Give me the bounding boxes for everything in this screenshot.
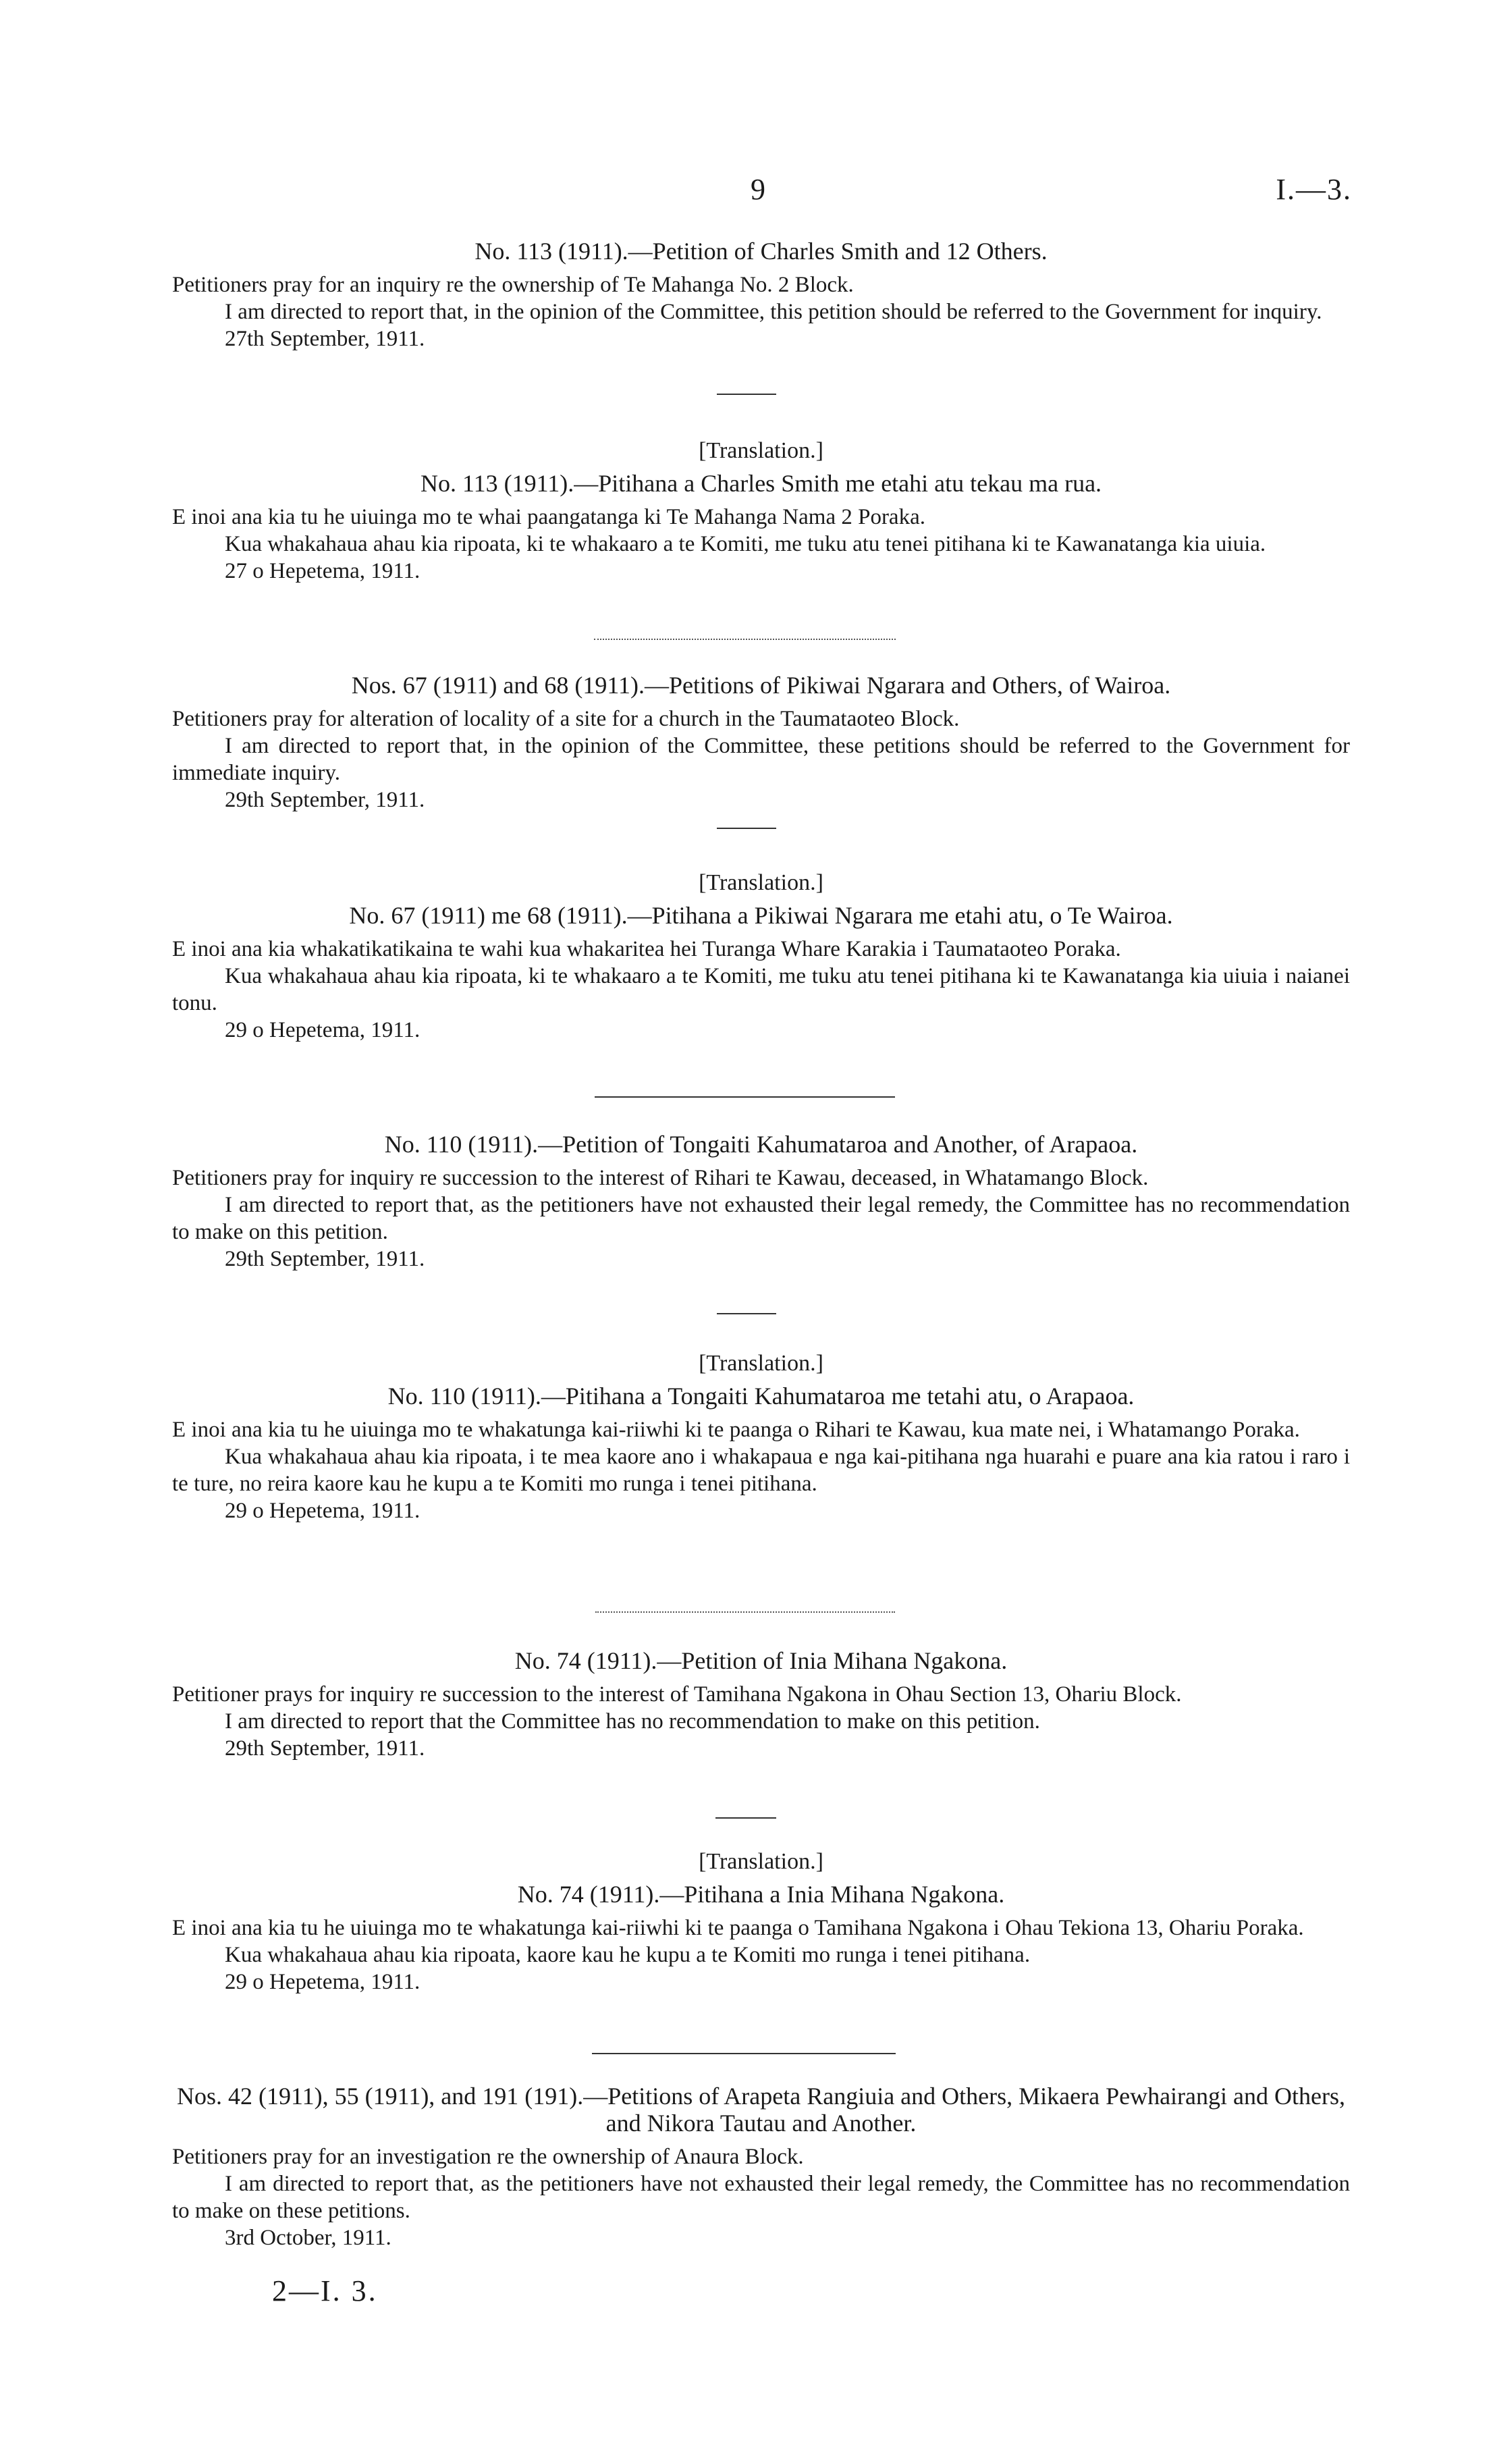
- section-divider: [592, 2053, 896, 2054]
- translation-label: [Translation.]: [699, 1351, 823, 1376]
- petition-title: No. 110 (1911).—Petition of Tongaiti Kahumataroa and Another, of Arapaoa.: [384, 1131, 1138, 1158]
- section-divider: [595, 1611, 895, 1613]
- section-divider: [717, 1313, 776, 1314]
- report-paragraph: Kua whakahaua ahau kia ripoata, ki te whakaaro a te Komiti, me tuku atu tenei pitihana ki te Kawanatanga kia uiuia i naianei tonu.: [172, 964, 1350, 1015]
- page-number: 9: [751, 173, 765, 206]
- translation-entry: [172, 1350, 1350, 1524]
- report-paragraph: I am directed to report that, in the opinion of the Committee, this petition should be referred to the Government for inquiry.: [225, 300, 1322, 324]
- prayer-paragraph: Petitioners pray for an investigation re the ownership of Anaura Block.: [172, 2145, 804, 2169]
- date-line: 3rd October, 1911.: [225, 2226, 391, 2250]
- paper-reference: I.—3.: [1276, 173, 1352, 206]
- date-line: 29 o Hepetema, 1911.: [225, 1970, 421, 1994]
- section-divider: [595, 1096, 895, 1098]
- petition-title: No. 113 (1911).—Pitihana a Charles Smith me etahi atu tekau ma rua.: [420, 470, 1102, 497]
- petition-title: No. 113 (1911).—Petition of Charles Smith and 12 Others.: [475, 238, 1048, 265]
- translation-entry: [172, 1848, 1350, 1996]
- prayer-paragraph: Petitioners pray for inquiry re succession to the interest of Rihari te Kawau, deceased, in Whatamango Block.: [172, 1166, 1149, 1190]
- petition-entry: [172, 2083, 1350, 2251]
- prayer-paragraph: Petitioner prays for inquiry re succession to the interest of Tamihana Ngakona in Ohau Section 13, Ohariu Block.: [172, 1682, 1182, 1707]
- translation-label: [Translation.]: [699, 870, 823, 895]
- translation-entry: [172, 869, 1350, 1044]
- date-line: 29th September, 1911.: [225, 788, 425, 812]
- section-divider: [594, 639, 896, 640]
- prayer-paragraph: E inoi ana kia tu he uiuinga mo te whakatunga kai-riiwhi ki te paanga o Tamihana Ngakona i Ohau Tekiona 13, Ohariu Poraka.: [172, 1916, 1304, 1940]
- date-line: 27th September, 1911.: [225, 327, 425, 351]
- section-divider: [717, 394, 776, 395]
- petition-title: No. 74 (1911).—Petition of Inia Mihana Ngakona.: [514, 1647, 1008, 1674]
- date-line: 29th September, 1911.: [225, 1736, 425, 1761]
- petition-title: No. 110 (1911).—Pitihana a Tongaiti Kahumataroa me tetahi atu, o Arapaoa.: [387, 1383, 1135, 1410]
- petition-title: No. 74 (1911).—Pitihana a Inia Mihana Ngakona.: [517, 1881, 1005, 1908]
- prayer-paragraph: Petitioners pray for an inquiry re the ownership of Te Mahanga No. 2 Block.: [172, 273, 854, 297]
- date-line: 29 o Hepetema, 1911.: [225, 1499, 421, 1523]
- translation-entry: [172, 437, 1350, 585]
- prayer-paragraph: Petitioners pray for alteration of locality of a site for a church in the Taumataoteo Block.: [172, 707, 960, 731]
- date-line: 29 o Hepetema, 1911.: [225, 1018, 421, 1042]
- report-paragraph: I am directed to report that, as the petitioners have not exhausted their legal remedy, the Committee has no recommendation to make on these petitions.: [172, 2172, 1350, 2223]
- date-line: 27 o Hepetema, 1911.: [225, 559, 421, 583]
- report-paragraph: I am directed to report that the Committee has no recommendation to make on this petition.: [225, 1709, 1040, 1734]
- sheet-signature: 2—I. 3.: [272, 2274, 378, 2307]
- petition-entry: [172, 1647, 1350, 1762]
- petition-title: Nos. 67 (1911) and 68 (1911).—Petitions of Pikiwai Ngarara and Others, of Wairoa.: [351, 672, 1171, 699]
- petition-entry: [172, 672, 1350, 813]
- petition-entry: [172, 1131, 1350, 1273]
- prayer-paragraph: E inoi ana kia whakatikatikaina te wahi kua whakaritea hei Turanga Whare Karakia i Taumataoteo Poraka.: [172, 937, 1121, 961]
- petition-title: No. 67 (1911) me 68 (1911).—Pitihana a Pikiwai Ngarara me etahi atu, o Te Wairoa.: [349, 902, 1173, 929]
- report-paragraph: I am directed to report that, as the petitioners have not exhausted their legal remedy, the Committee has no recommendation to make on this petition.: [172, 1193, 1350, 1244]
- prayer-paragraph: E inoi ana kia tu he uiuinga mo te whai paangatanga ki Te Mahanga Nama 2 Poraka.: [172, 505, 925, 529]
- date-line: 29th September, 1911.: [225, 1247, 425, 1271]
- report-paragraph: Kua whakahaua ahau kia ripoata, ki te whakaaro a te Komiti, me tuku atu tenei pitihana ki te Kawanatanga kia uiuia.: [225, 532, 1266, 556]
- petition-entry: [172, 238, 1350, 352]
- translation-label: [Translation.]: [699, 1849, 823, 1874]
- translation-label: [Translation.]: [699, 438, 823, 463]
- section-divider: [717, 828, 776, 829]
- report-paragraph: Kua whakahaua ahau kia ripoata, kaore kau he kupu a te Komiti mo runga i tenei pitihana.: [225, 1943, 1031, 1967]
- prayer-paragraph: E inoi ana kia tu he uiuinga mo te whakatunga kai-riiwhi ki te paanga o Rihari te Kawau, kua mate nei, i Whatamango Poraka.: [172, 1418, 1300, 1442]
- petition-title: Nos. 42 (1911), 55 (1911), and 191 (191).—Petitions of Arapeta Rangiuia and Others, Mikaera Pewhairangi and Others, and Nikora Tautau and Another.: [177, 2083, 1345, 2137]
- section-divider: [715, 1817, 776, 1819]
- report-paragraph: Kua whakahaua ahau kia ripoata, i te mea kaore ano i whakapaua e nga kai-pitihana nga huarahi e puare ana kia ratou i raro i te ture, no reira kaore kau he kupu a te Komiti mo runga i tenei pitihana.: [172, 1445, 1350, 1496]
- report-paragraph: I am directed to report that, in the opinion of the Committee, these petitions should be referred to the Government for immediate inquiry.: [172, 734, 1350, 785]
